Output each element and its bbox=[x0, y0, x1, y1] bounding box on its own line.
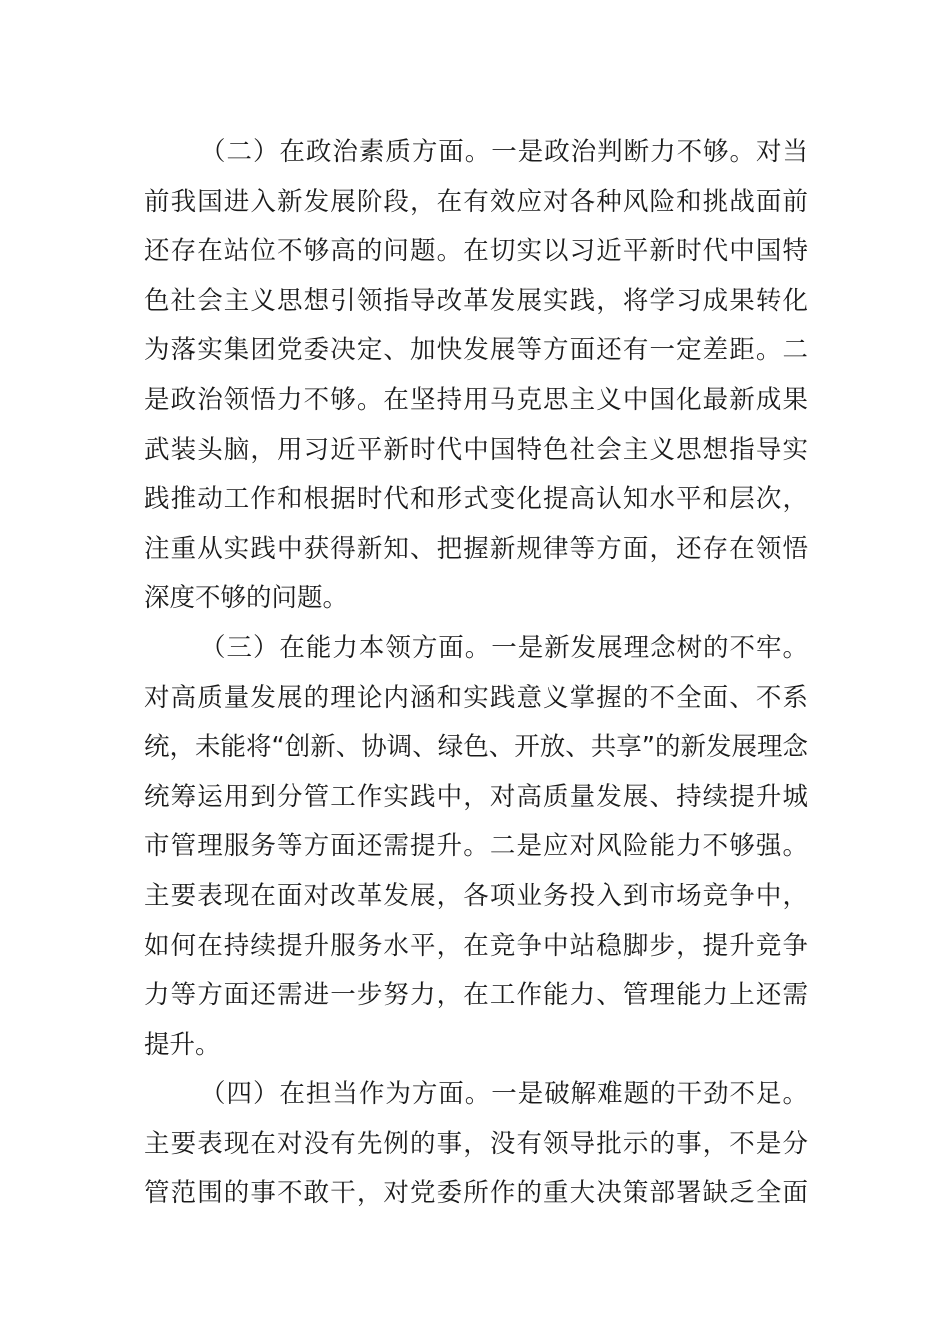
paragraph-line: （三）在能力本领方面。一是新发展理念树的不牢。 bbox=[200, 632, 808, 663]
paragraph-line: 统筹运用到分管工作实践中，对高质量发展、持续提升城 bbox=[144, 781, 808, 812]
paragraph-line: 主要表现在对没有先例的事，没有领导批示的事，不是分 bbox=[144, 1128, 808, 1159]
paragraph-section-2 bbox=[144, 128, 808, 624]
paragraph-line: 如何在持续提升服务水平，在竞争中站稳脚步，提升竞争 bbox=[144, 930, 808, 961]
paragraph-line: 统，未能将“创新、协调、绿色、开放、共享”的新发展理念 bbox=[144, 732, 808, 763]
paragraph-line: 主要表现在面对改革发展，各项业务投入到市场竞争中， bbox=[144, 880, 808, 911]
paragraph-line: 色社会主义思想引领指导改革发展实践，将学习成果转化 bbox=[144, 285, 808, 316]
paragraph-line: 市管理服务等方面还需提升。二是应对风险能力不够强。 bbox=[144, 831, 808, 862]
paragraph-line: 深度不够的问题。 bbox=[144, 583, 349, 614]
paragraph-line: 管范围的事不敢干，对党委所作的重大决策部署缺乏全面 bbox=[144, 1178, 808, 1209]
paragraph-line: 提升。 bbox=[144, 1029, 221, 1060]
paragraph-line: 为落实集团党委决定、加快发展等方面还有一定差距。二 bbox=[144, 335, 808, 366]
paragraph-line: 前我国进入新发展阶段，在有效应对各种风险和挑战面前 bbox=[144, 186, 808, 217]
paragraph-line: 对高质量发展的理论内涵和实践意义掌握的不全面、不系 bbox=[144, 682, 808, 713]
paragraph-line: 注重从实践中获得新知、把握新规律等方面，还存在领悟 bbox=[144, 533, 808, 564]
paragraph-line: 践推动工作和根据时代和形式变化提高认知水平和层次， bbox=[144, 484, 808, 515]
paragraph-line: 还存在站位不够高的问题。在切实以习近平新时代中国特 bbox=[144, 236, 808, 267]
body-text bbox=[144, 128, 808, 1219]
paragraph-section-4 bbox=[144, 1070, 808, 1219]
paragraph-line: 武装头脑，用习近平新时代中国特色社会主义思想指导实 bbox=[144, 434, 808, 465]
paragraph-line: 力等方面还需进一步努力，在工作能力、管理能力上还需 bbox=[144, 980, 808, 1011]
paragraph-line: 是政治领悟力不够。在坚持用马克思主义中国化最新成果 bbox=[144, 384, 808, 415]
paragraph-section-3 bbox=[144, 624, 808, 1070]
paragraph-line: （二）在政治素质方面。一是政治判断力不够。对当 bbox=[200, 137, 808, 167]
paragraph-line: （四）在担当作为方面。一是破解难题的干劲不足。 bbox=[200, 1079, 808, 1110]
